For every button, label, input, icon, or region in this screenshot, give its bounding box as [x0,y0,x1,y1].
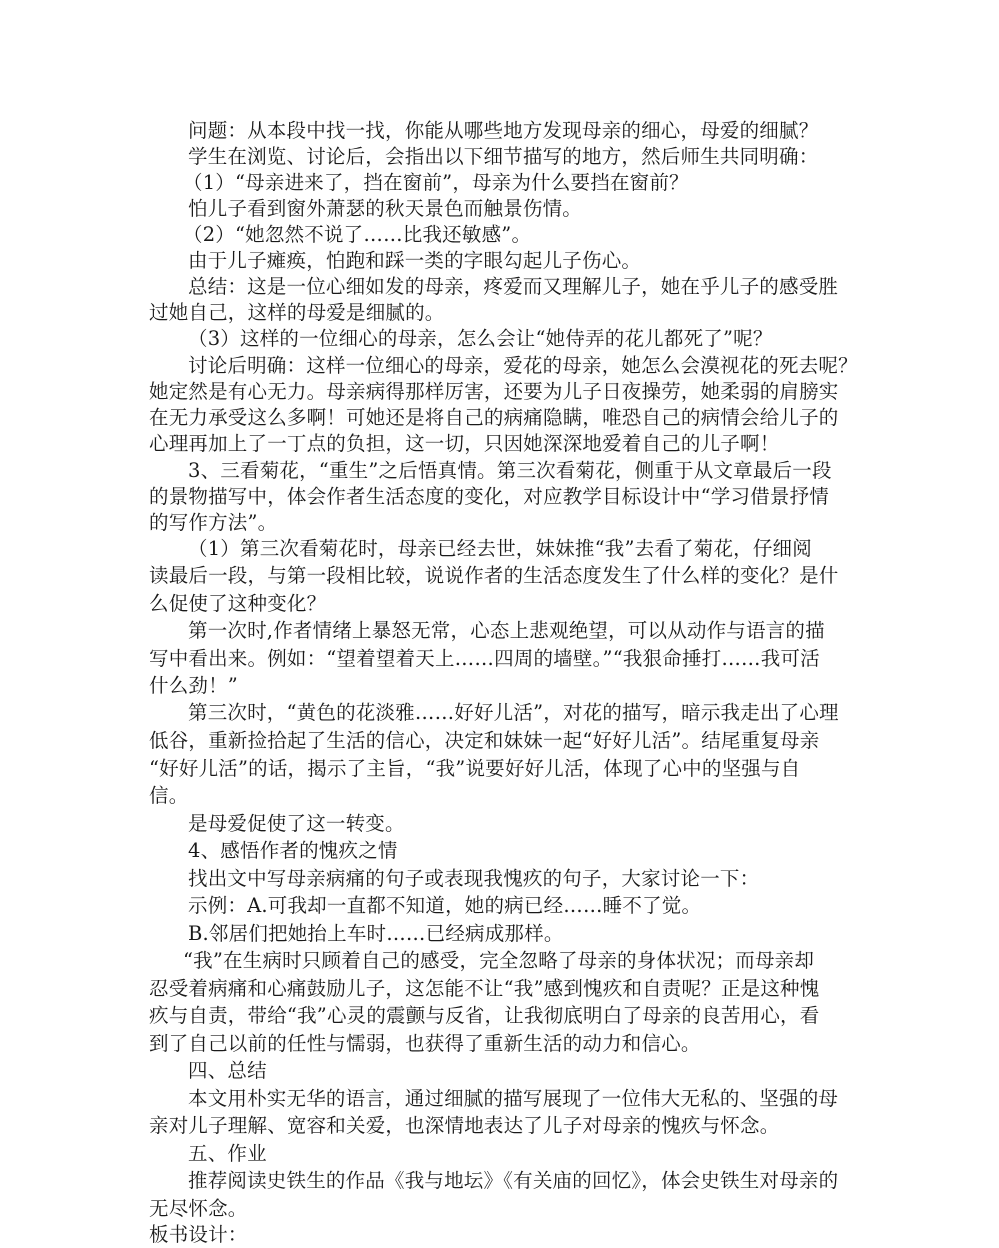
text-line: 总结：这是一位心细如发的母亲，疼爱而又理解儿子，她在乎儿子的感受胜 [188,275,839,298]
text-line: 亲对儿子理解、宽容和关爱，也深情地表达了儿子对母亲的愧疚与怀念。 [149,1114,780,1137]
text-line: 么促使了这种变化？ [149,592,327,615]
text-line: 的景物描写中，体会作者生活态度的变化，对应教学目标设计中“学习借景抒情 [149,485,829,508]
text-line: 板书设计： [149,1223,248,1246]
text-line: 心理再加上了一丁点的负担，这一切，只因她深深地爱着自己的儿子啊！ [149,432,780,455]
text-line: “我”在生病时只顾着自己的感受，完全忽略了母亲的身体状况；而母亲却 [183,949,815,972]
text-line: 读最后一段，与第一段相比较，说说作者的生活态度发生了什么样的变化？是什 [149,564,839,587]
text-line: 3、三看菊花，“重生”之后悟真情。第三次看菊花，侧重于从文章最后一段 [188,459,832,482]
text-line: 无尽怀念。 [149,1197,248,1220]
text-line: 由于儿子瘫痪，怕跑和踩一类的字眼勾起儿子伤心。 [188,249,642,272]
text-line: B.邻居们把她抬上车时……已经病成那样。 [188,922,564,945]
text-line: 讨论后明确：这样一位细心的母亲，爱花的母亲，她怎么会漠视花的死去呢？ [188,354,858,377]
text-line: 到了自己以前的任性与懦弱，也获得了重新生活的动力和信心。 [149,1032,701,1055]
text-line: （2）“她忽然不说了……比我还敏感”。 [183,223,532,246]
text-line: 找出文中写母亲病痛的句子或表现我愧疚的句子，大家讨论一下： [188,867,760,890]
text-line: 她定然是有心无力。母亲病得那样厉害，还要为儿子日夜操劳，她柔弱的肩膀实 [149,380,839,403]
text-line: 信。 [149,784,189,807]
text-line: 4、感悟作者的愧疚之情 [188,839,398,862]
text-line: 第一次时,作者情绪上暴怒无常，心态上悲观绝望，可以从动作与语言的描 [188,619,825,642]
text-line: 问题：从本段中找一找，你能从哪些地方发现母亲的细心，母爱的细腻？ [188,119,819,142]
text-line: （1）“母亲进来了，挡在窗前”，母亲为什么要挡在窗前？ [183,171,689,194]
text-line: 推荐阅读史铁生的作品《我与地坛》《有关庙的回忆》，体会史铁生对母亲的 [188,1169,839,1192]
text-line: （1）第三次看菊花时，母亲已经去世，妹妹推“我”去看了菊花，仔细阅 [188,537,812,560]
text-line: 四、总结 [188,1059,267,1082]
text-line: 是母爱促使了这一转变。 [188,812,405,835]
text-line: （3）这样的一位细心的母亲，怎么会让“她侍弄的花儿都死了”呢？ [188,327,773,350]
text-line: 本文用朴实无华的语言，通过细腻的描写展现了一位伟大无私的、坚强的母 [188,1087,839,1110]
text-line: 写中看出来。例如：“望着望着天上……四周的墙壁。”“我狠命捶打……我可活 [149,647,820,670]
text-line: 忍受着病痛和心痛鼓励儿子，这怎能不让“我”感到愧疚和自责呢？正是这种愧 [149,977,820,1000]
text-line: 在无力承受这么多啊！可她还是将自己的病痛隐瞒，唯恐自己的病情会给儿子的 [149,406,839,429]
text-line: 学生在浏览、讨论后，会指出以下细节描写的地方，然后师生共同明确： [188,145,819,168]
text-line: 低谷，重新捡拾起了生活的信心，决定和妹妹一起“好好儿活”。结尾重复母亲 [149,729,820,752]
text-line: 怕儿子看到窗外萧瑟的秋天景色而触景伤情。 [188,197,583,220]
text-line: 什么劲！” [149,674,238,697]
text-line: 示例：A.可我却一直都不知道，她的病已经……睡不了觉。 [188,894,702,917]
text-line: 五、作业 [188,1142,267,1165]
text-line: “好好儿活”的话，揭示了主旨，“我”说要好好儿活，体现了心中的坚强与自 [149,757,801,780]
text-line: 的写作方法”。 [149,511,278,534]
text-line: 疚与自责，带给“我”心灵的震颤与反省，让我彻底明白了母亲的良苦用心，看 [149,1004,820,1027]
text-line: 过她自己，这样的母爱是细腻的。 [149,301,445,324]
text-line: 第三次时，“黄色的花淡雅……好好儿活”，对花的描写，暗示我走出了心理 [188,701,839,724]
